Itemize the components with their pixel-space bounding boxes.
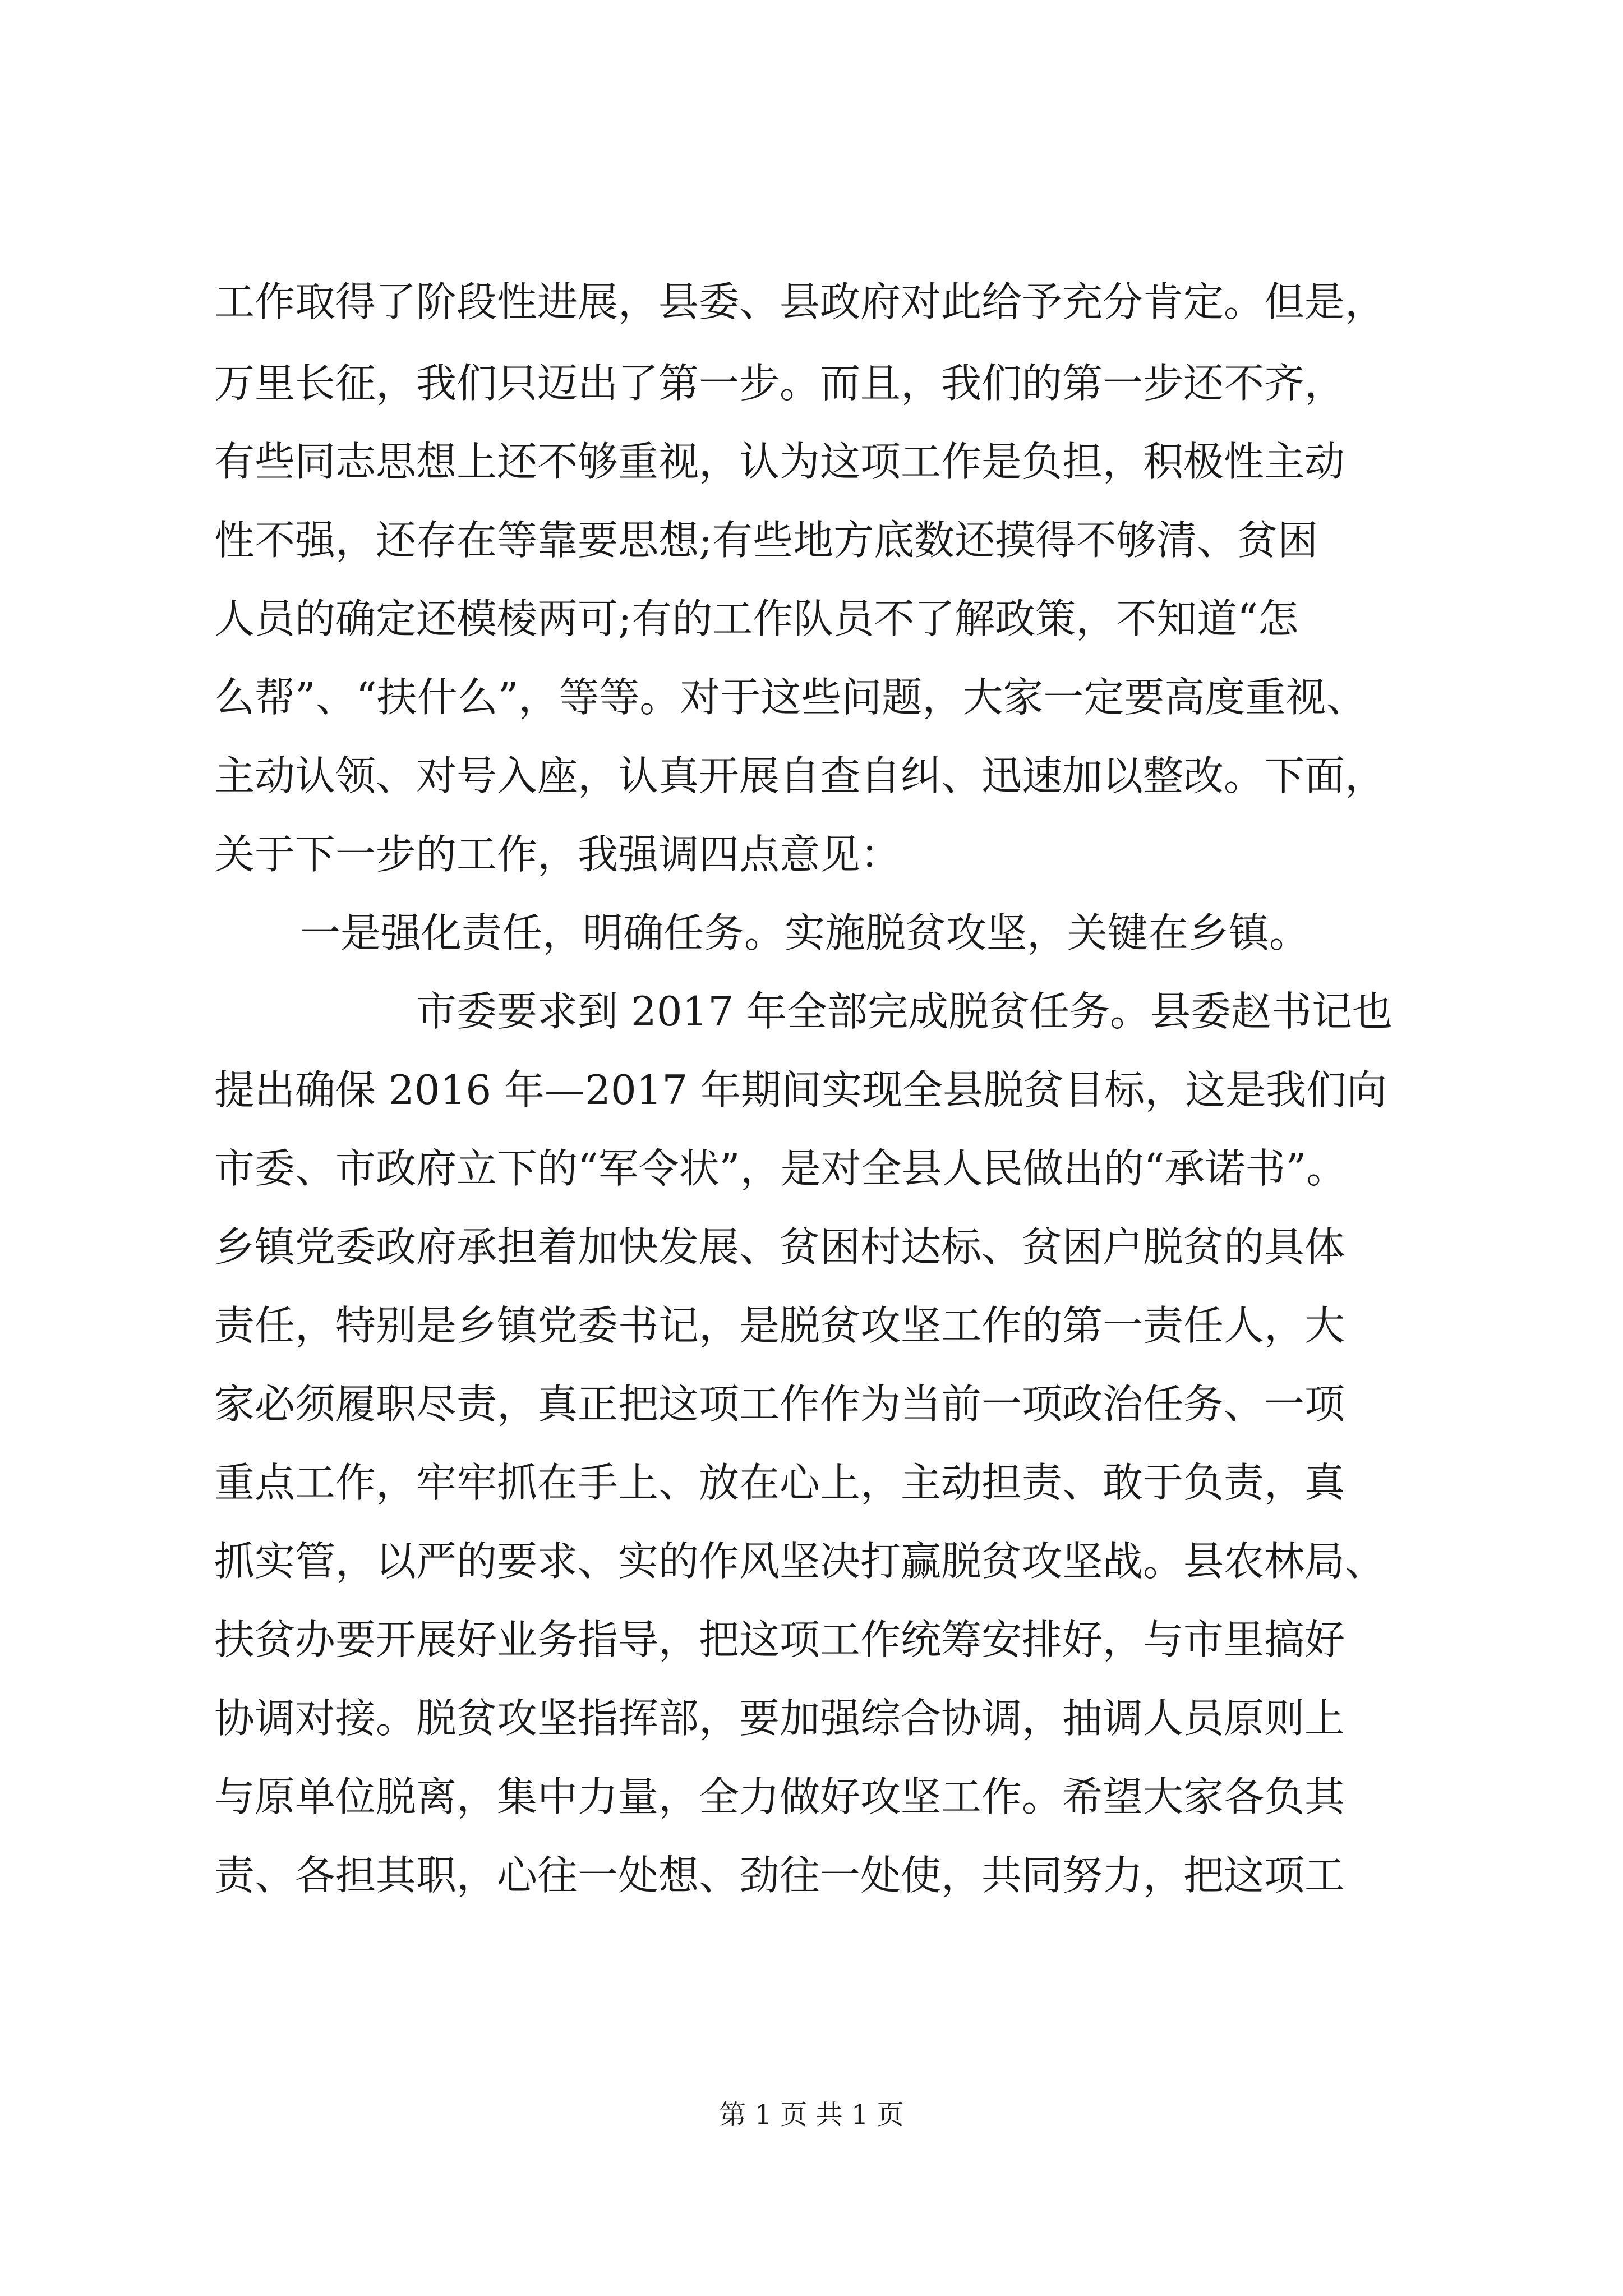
text-line: 性不强，还存在等靠要思想;有些地方底数还摸得不够清、贫困 (214, 517, 1318, 564)
text-line: 市委要求到 2017 年全部完成脱贫任务。县委赵书记也 (416, 988, 1393, 1035)
text-line: 人员的确定还模棱两可;有的工作队员不了解政策，不知道“怎 (214, 595, 1299, 642)
text-line: 与原单位脱离，集中力量，全力做好攻坚工作。希望大家各负其 (214, 1773, 1345, 1820)
text-line: 市委、市政府立下的“军令状”，是对全县人民做出的“承诺书”。 (214, 1145, 1347, 1192)
text-line: 抓实管，以严的要求、实的作风坚决打赢脱贫攻坚战。县农林局、 (214, 1538, 1386, 1585)
text-line: 主动认领、对号入座，认真开展自查自纠、迅速加以整改。下面， (214, 752, 1386, 799)
text-line: 提出确保 2016 年—2017 年期间实现全县脱贫目标，这是我们向 (214, 1066, 1387, 1114)
text-line: 万里长征，我们只迈出了第一步。而且，我们的第一步还不齐， (214, 360, 1345, 407)
text-line: 扶贫办要开展好业务指导，把这项工作统筹安排好，与市里搞好 (214, 1616, 1345, 1663)
text-line: 协调对接。脱贫攻坚指挥部，要加强综合协调，抽调人员原则上 (214, 1695, 1345, 1742)
paragraph-heading: 一是强化责任，明确任务。实施脱贫攻坚，关键在乡镇。 (300, 909, 1310, 956)
text-line: 乡镇党委政府承担着加快发展、贫困村达标、贫困户脱贫的具体 (214, 1223, 1345, 1271)
text-line: 关于下一步的工作，我强调四点意见： (214, 831, 901, 878)
text-line: 重点工作，牢牢抓在手上、放在心上，主动担责、敢于负责，真 (214, 1459, 1345, 1506)
text-line: 责任，特别是乡镇党委书记，是脱贫攻坚工作的第一责任人，大 (214, 1302, 1345, 1349)
text-line: 工作取得了阶段性进展，县委、县政府对此给予充分肯定。但是， (214, 278, 1386, 325)
text-line: 么帮”、“扶什么”，等等。对于这些问题，大家一定要高度重视、 (214, 674, 1367, 721)
text-line: 有些同志思想上还不够重视，认为这项工作是负担，积极性主动 (214, 438, 1345, 485)
page-number: 第 1 页 共 1 页 (719, 2099, 904, 2131)
text-line: 家必须履职尽责，真正把这项工作作为当前一项政治任务、一项 (214, 1381, 1345, 1428)
page-footer (0, 2095, 1623, 2134)
text-line: 责、各担其职，心往一处想、劲往一处使，共同努力，把这项工 (214, 1852, 1345, 1899)
